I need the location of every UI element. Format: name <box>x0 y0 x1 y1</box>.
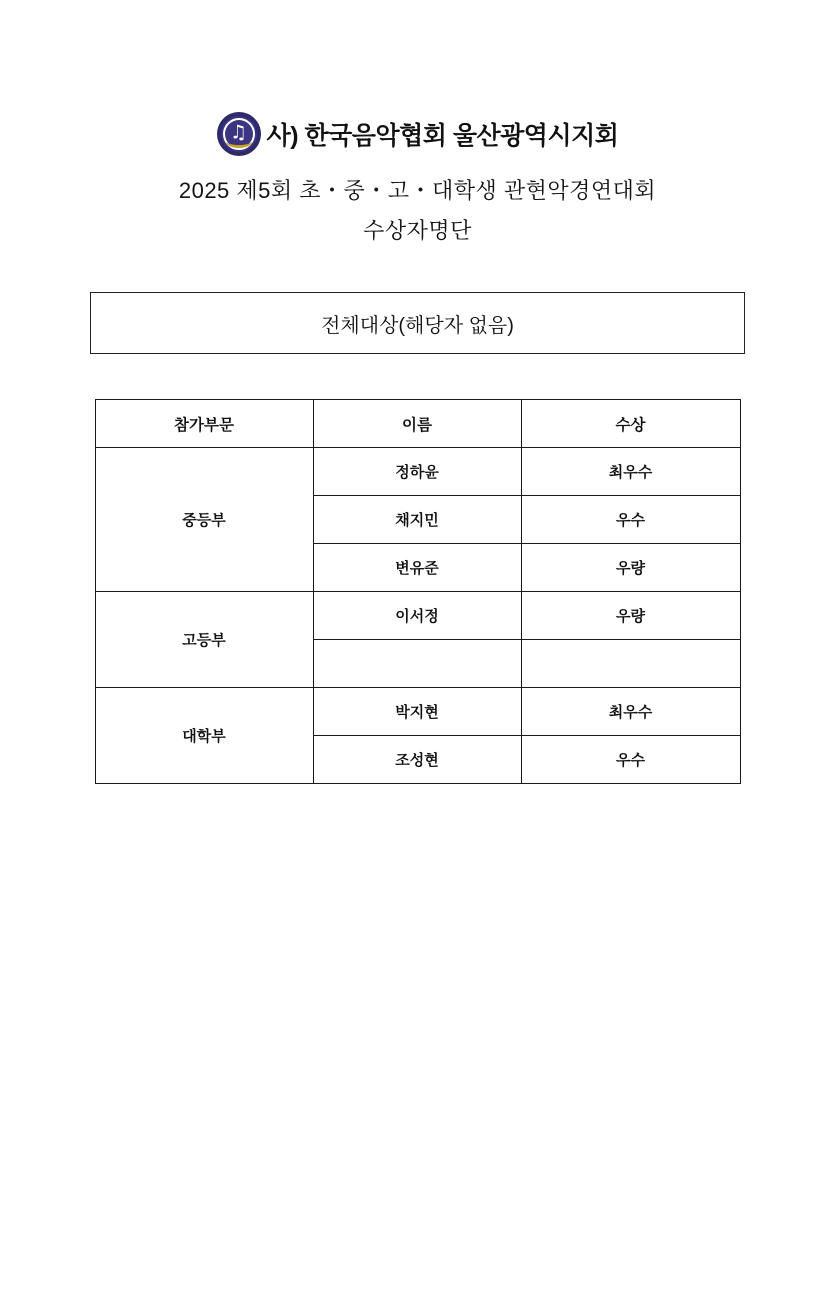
division-cell-middle-school: 중등부 <box>95 448 313 592</box>
winner-name: 변유준 <box>313 544 521 592</box>
document-page <box>0 112 835 1293</box>
organization-name: 사) 한국음악협회 울산광역시지회 <box>266 122 619 150</box>
column-header-division: 참가부문 <box>95 400 313 448</box>
document-title-line2: 수상자명단 <box>363 218 472 243</box>
winner-award: 우량 <box>521 592 740 640</box>
winner-award: 우량 <box>521 544 740 592</box>
division-cell-university: 대학부 <box>95 688 313 784</box>
organization-header <box>0 112 835 156</box>
table-row <box>95 688 740 736</box>
table-header-row <box>95 400 740 448</box>
award-winners-table <box>95 399 741 784</box>
winner-award: 우수 <box>521 496 740 544</box>
division-cell-high-school: 고등부 <box>95 592 313 688</box>
winner-name: 이서정 <box>313 592 521 640</box>
winner-award: 우수 <box>521 736 740 784</box>
winner-name: 채지민 <box>313 496 521 544</box>
winner-award: 최우수 <box>521 688 740 736</box>
column-header-award: 수상 <box>521 400 740 448</box>
winner-award: 최우수 <box>521 448 740 496</box>
winner-award-empty <box>521 640 740 688</box>
grand-prize-notice-text: 전체대상(해당자 없음) <box>321 314 514 337</box>
table-row <box>95 448 740 496</box>
winner-name-empty <box>313 640 521 688</box>
winner-name: 정하윤 <box>313 448 521 496</box>
table-row <box>95 592 740 640</box>
grand-prize-notice-box <box>90 292 745 354</box>
music-association-emblem-icon: ♫ <box>217 112 261 156</box>
document-title-line1: 2025 제5회 초・중・고・대학생 관현악경연대회 <box>178 178 657 203</box>
winner-name: 박지현 <box>313 688 521 736</box>
column-header-name: 이름 <box>313 400 521 448</box>
winner-name: 조성현 <box>313 736 521 784</box>
